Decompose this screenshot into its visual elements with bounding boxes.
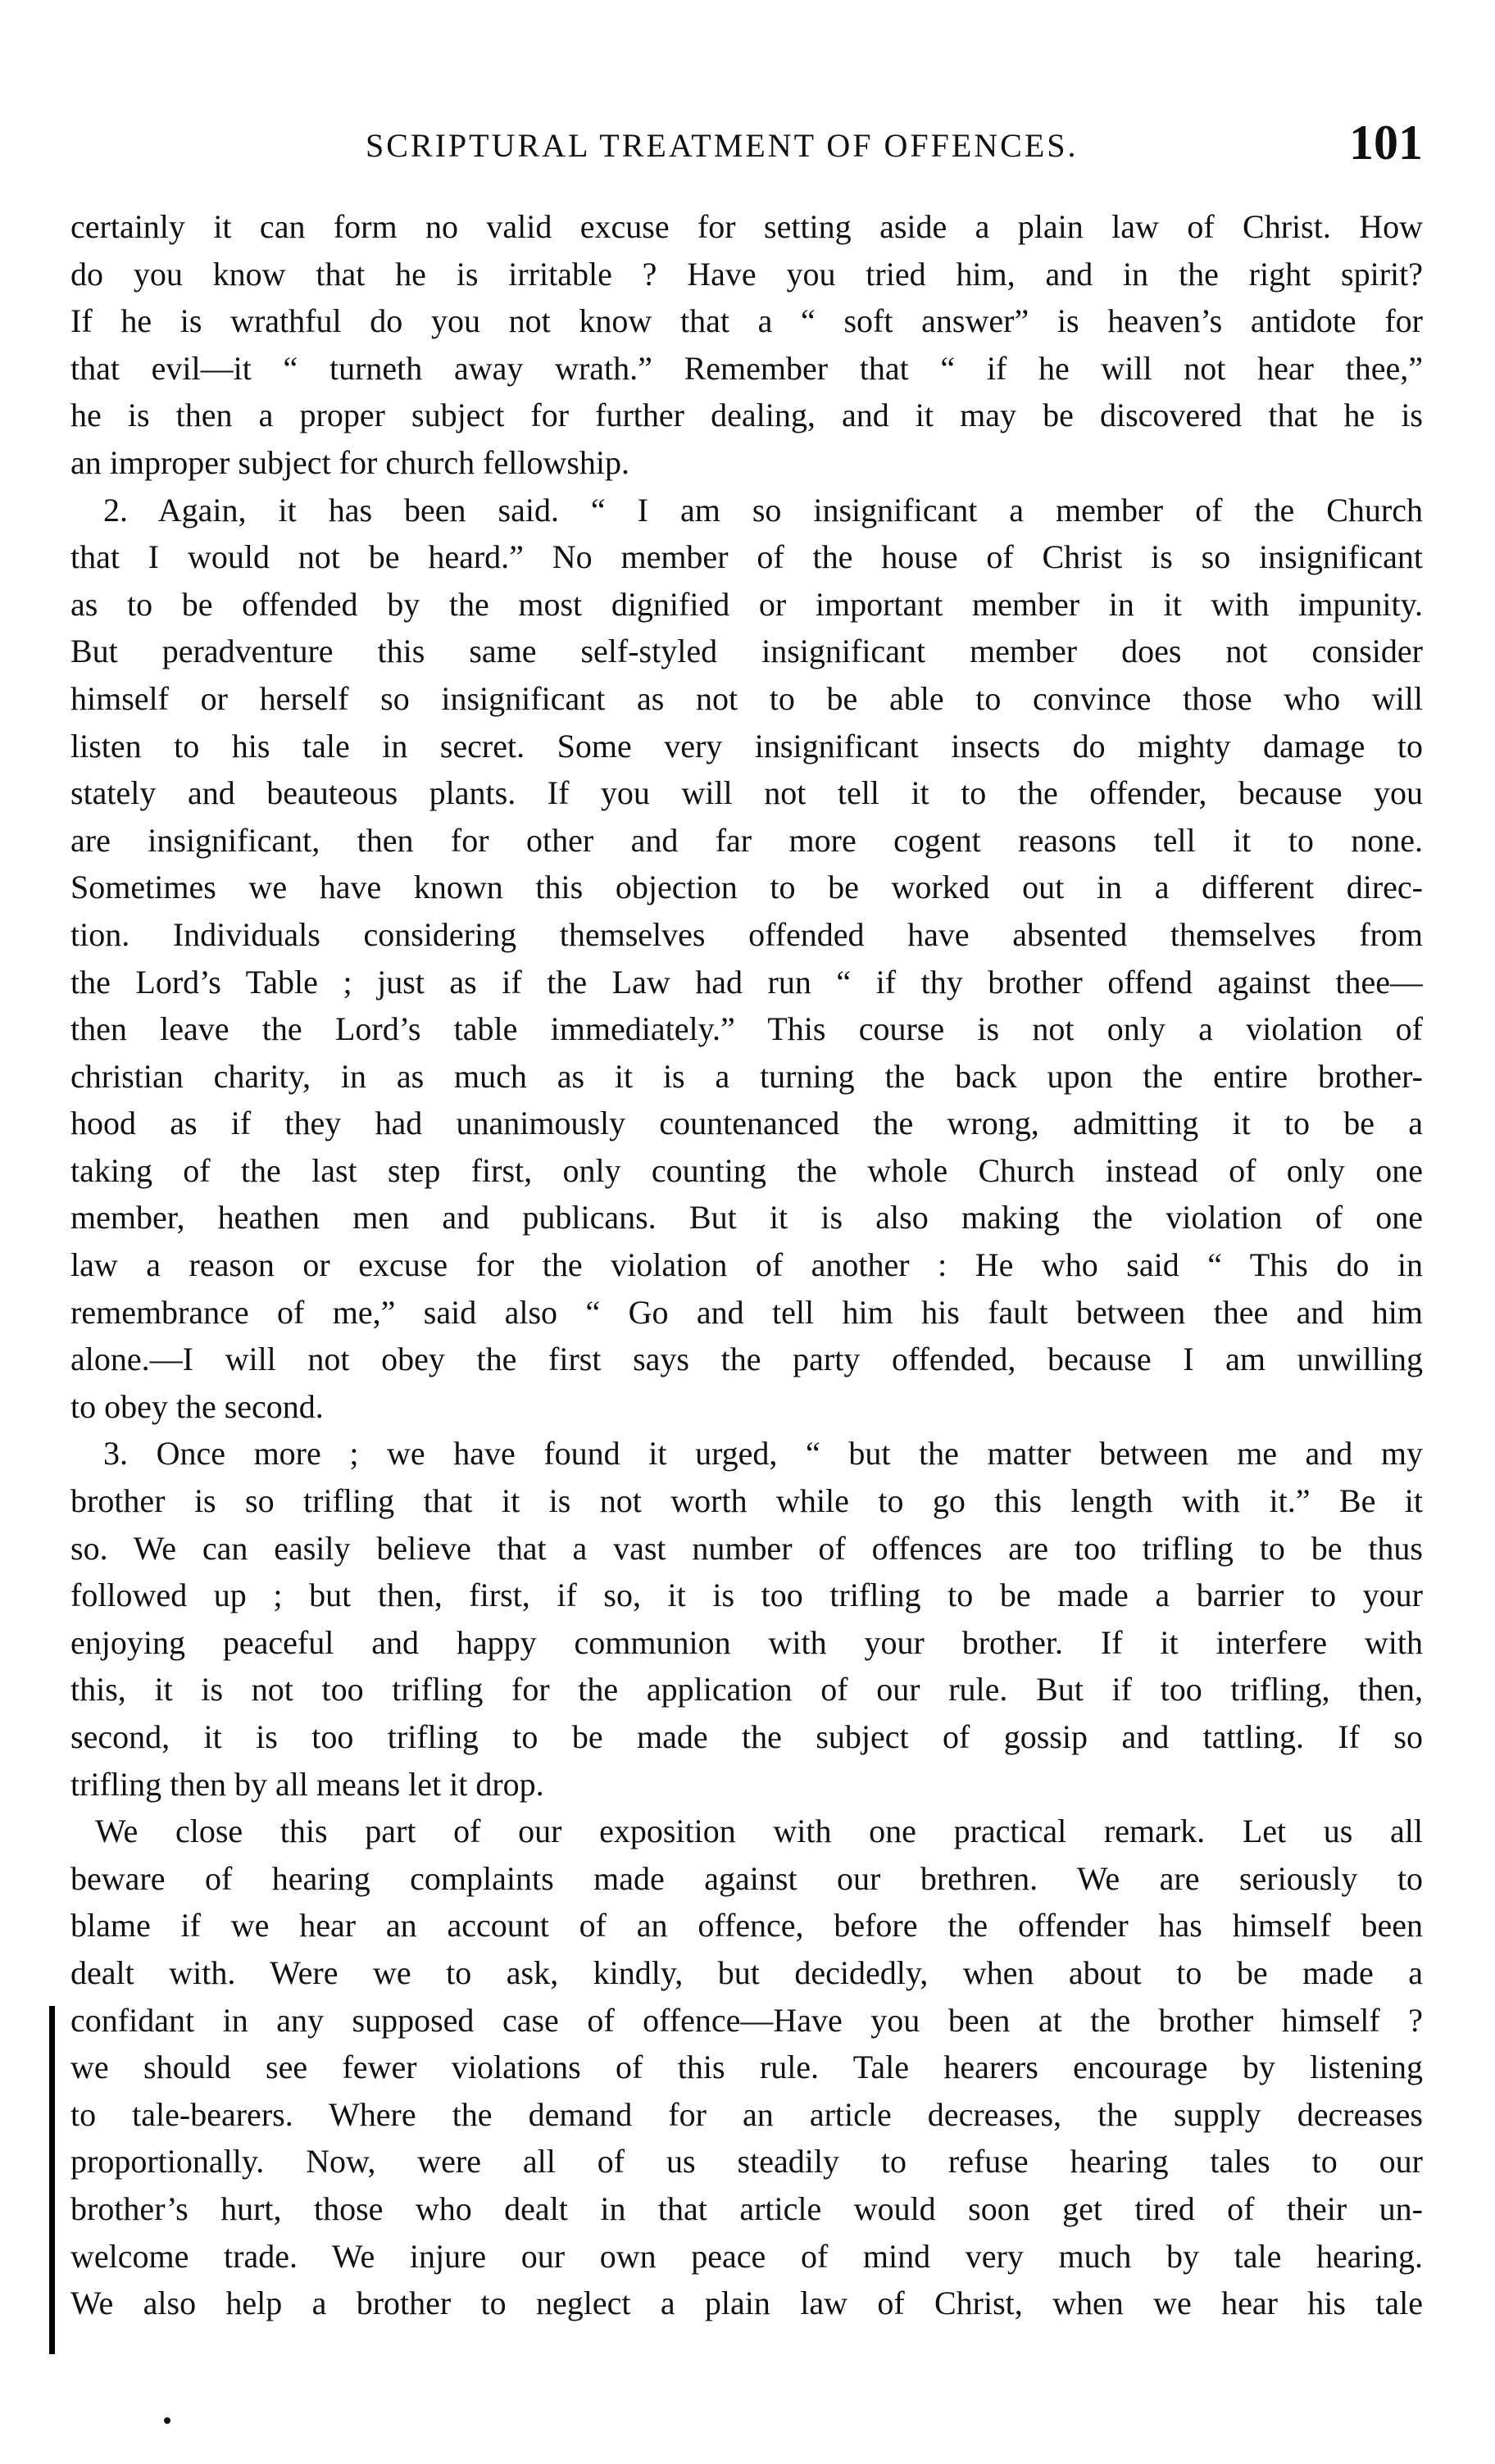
text-line: we should see fewer violations of this rule. Tale hearers encourage by listening <box>70 2049 1423 2086</box>
text-line: an improper subject for church fellowship. <box>70 443 630 481</box>
text-line: law a reason or excuse for the violation of another : He who said “ This do in <box>70 1246 1423 1284</box>
text-line: certainly it can form no valid excuse for setting aside a plain law of Christ. How <box>70 208 1423 245</box>
text-line: If he is wrathful do you not know that a “ soft answer” is heaven’s antidote for <box>70 302 1423 340</box>
text-line: the Lord’s Table ; just as if the Law had run “ if thy brother offend against thee— <box>70 963 1423 1001</box>
margin-marking-bar <box>49 2006 55 2354</box>
text-line: We close this part of our exposition with one practical remark. Let us all <box>95 1813 1423 1850</box>
text-line: brother’s hurt, those who dealt in that article would soon get tired of their un- <box>70 2189 1423 2227</box>
body-text <box>70 203 1423 2327</box>
running-head <box>70 115 1423 180</box>
text-line: proportionally. Now, were all of us steadily to refuse hearing tales to our <box>70 2143 1423 2180</box>
text-line: 3. Once more ; we have found it urged, “ but the matter between me and my <box>103 1435 1423 1473</box>
text-line: followed up ; but then, first, if so, it is too trifling to be made a barrier to your <box>70 1577 1423 1614</box>
text-line: so. We can easily believe that a vast number of offences are too trifling to be thus <box>70 1529 1423 1567</box>
text-line: himself or herself so insignificant as not to be able to convince those who will <box>70 679 1423 717</box>
text-line: hood as if they had unanimously countenanced the wrong, admitting it to be a <box>70 1105 1423 1142</box>
text-line: blame if we hear an account of an offence, before the offender has himself been <box>70 1907 1423 1944</box>
text-line: enjoying peaceful and happy communion with your brother. If it interfere with <box>70 1623 1423 1661</box>
stray-ink-mark <box>164 2417 170 2424</box>
text-line: brother is so trifling that it is not worth while to go this length with it.” Be it <box>70 1482 1423 1520</box>
text-line: beware of hearing complaints made against our brethren. We are seriously to <box>70 1859 1423 1897</box>
page-number: 101 <box>1349 116 1423 170</box>
text-line: he is then a proper subject for further dealing, and it may be discovered that he is <box>70 397 1423 434</box>
text-line: then leave the Lord’s table immediately.” This course is not only a violation of <box>70 1010 1423 1048</box>
text-line: christian charity, in as much as it is a turning the back upon the entire brother- <box>70 1057 1423 1095</box>
text-line: member, heathen men and publicans. But it is also making the violation of one <box>70 1199 1423 1237</box>
text-line: 2. Again, it has been said. “ I am so insignificant a member of the Church <box>103 491 1423 529</box>
text-line: confidant in any supposed case of offence—Have you been at the brother himself ? <box>70 2001 1423 2039</box>
text-line: listen to his tale in secret. Some very insignificant insects do mighty damage to <box>70 727 1423 765</box>
text-line: We also help a brother to neglect a plain law of Christ, when we hear his tale <box>70 2285 1423 2322</box>
text-line: taking of the last step first, only counting the whole Church instead of only one <box>70 1151 1423 1189</box>
text-line: trifling then by all means let it drop. <box>70 1765 544 1803</box>
text-line: welcome trade. We injure our own peace of mind very much by tale hearing. <box>70 2237 1423 2275</box>
text-line: dealt with. Were we to ask, kindly, but decidedly, when about to be made a <box>70 1954 1423 1991</box>
text-line: to tale-bearers. Where the demand for an article decreases, the supply decreases <box>70 2095 1423 2133</box>
text-line: But peradventure this same self-styled insignificant member does not consider <box>70 633 1423 670</box>
text-line: as to be offended by the most dignified or important member in it with impunity. <box>70 585 1423 623</box>
text-line: remembrance of me,” said also “ Go and tell him his fault between thee and him <box>70 1293 1423 1331</box>
text-line: that I would not be heard.” No member of the house of Christ is so insignificant <box>70 538 1423 576</box>
text-line: that evil—it “ turneth away wrath.” Remember that “ if he will not hear thee,” <box>70 349 1423 387</box>
text-line: to obey the second. <box>70 1387 324 1425</box>
text-line: this, it is not too trifling for the application of our rule. But if too trifling, then, <box>70 1671 1423 1708</box>
text-line: Sometimes we have known this objection to be worked out in a different direc- <box>70 869 1423 906</box>
text-line: alone.—I will not obey the first says the party offended, because I am unwilling <box>70 1341 1423 1378</box>
text-line: do you know that he is irritable ? Have you tried him, and in the right spirit? <box>70 255 1423 293</box>
text-line: tion. Individuals considering themselves offended have absented themselves from <box>70 915 1423 953</box>
running-title: SCRIPTURAL TREATMENT OF OFFENCES. <box>366 127 1079 164</box>
text-line: are insignificant, then for other and far more cogent reasons tell it to none. <box>70 821 1423 859</box>
text-line: stately and beauteous plants. If you will not tell it to the offender, because you <box>70 774 1423 812</box>
text-line: second, it is too trifling to be made the subject of gossip and tattling. If so <box>70 1718 1423 1755</box>
